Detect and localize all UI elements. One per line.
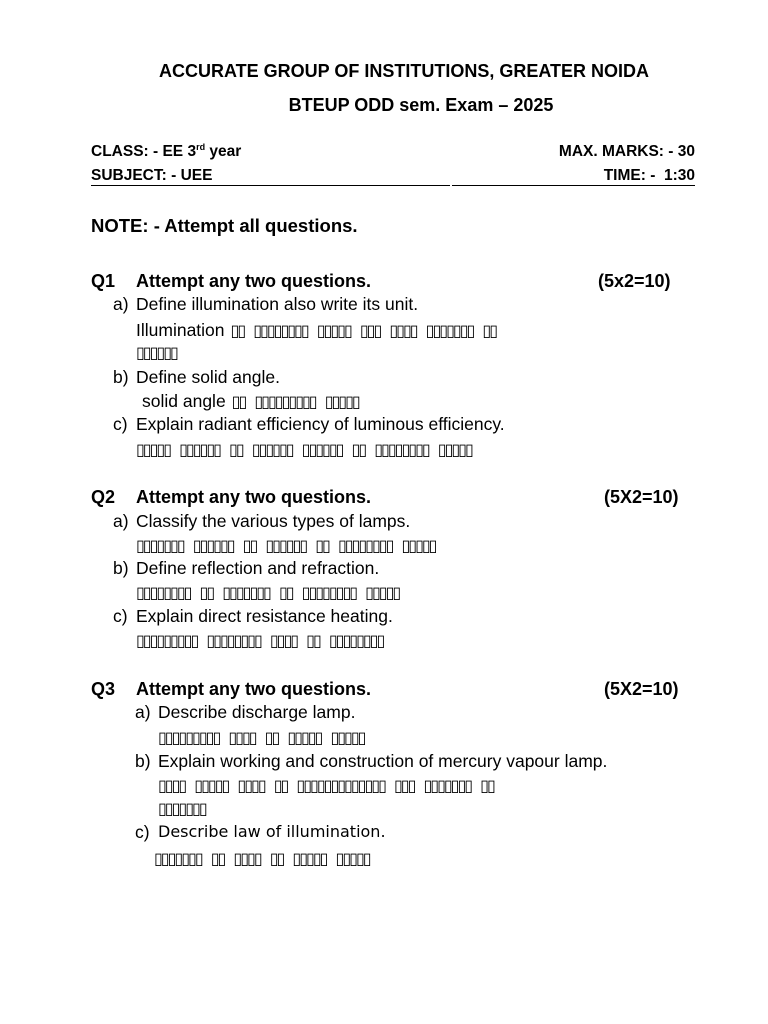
part-text-hindi bbox=[136, 319, 496, 342]
part-label: b) bbox=[113, 558, 129, 578]
question-number: Q2 bbox=[91, 487, 116, 507]
part-text-english: Explain radiant efficiency of luminous efficiency. bbox=[136, 414, 505, 434]
hindi-prefix: Illumination bbox=[136, 320, 225, 340]
part-label: a) bbox=[135, 702, 151, 722]
part-text-english: Describe law of illumination. bbox=[158, 822, 386, 841]
part-text-english: Explain working and construction of mercury vapour lamp. bbox=[158, 751, 608, 771]
time-info: TIME: - 1:30 bbox=[452, 167, 695, 186]
question-instruction: Attempt any two questions. bbox=[136, 487, 372, 507]
hindi-text: ▯▯▯▯▯▯ bbox=[136, 343, 177, 362]
part-label: b) bbox=[113, 367, 129, 387]
part-text-hindi bbox=[154, 847, 370, 870]
part-text-hindi bbox=[136, 438, 472, 461]
class-label: CLASS: - EE 3 bbox=[91, 143, 197, 160]
part-label: a) bbox=[113, 511, 129, 531]
exam-note: NOTE: - Attempt all questions. bbox=[91, 215, 358, 236]
part-text-hindi bbox=[136, 341, 177, 364]
hindi-text: ▯▯ ▯▯▯▯▯▯▯▯▯ ▯▯▯▯▯ bbox=[231, 392, 359, 411]
question-number: Q1 bbox=[91, 271, 116, 291]
max-marks: MAX. MARKS: - 30 bbox=[558, 143, 695, 160]
part-text-english: Describe discharge lamp. bbox=[158, 702, 356, 722]
question-number: Q3 bbox=[91, 679, 116, 699]
hindi-text: ▯▯▯▯▯▯▯▯▯ ▯▯▯▯ ▯▯ ▯▯▯▯▯ ▯▯▯▯▯ bbox=[158, 728, 365, 747]
part-text-hindi bbox=[142, 390, 359, 413]
hindi-text: ▯▯▯▯▯▯▯▯▯ ▯▯▯▯▯▯▯▯ ▯▯▯▯ ▯▯ ▯▯▯▯▯▯▯▯ bbox=[136, 631, 384, 650]
part-text-hindi bbox=[136, 534, 435, 557]
part-text-hindi bbox=[158, 774, 494, 797]
part-text-hindi bbox=[136, 581, 399, 604]
part-text-english: Define reflection and refraction. bbox=[136, 558, 380, 578]
hindi-text: ▯▯▯▯▯ ▯▯▯▯▯▯ ▯▯ ▯▯▯▯▯▯ ▯▯▯▯▯▯ ▯▯ ▯▯▯▯▯▯▯▯ ▯▯▯▯▯ bbox=[136, 440, 472, 459]
question-marks: (5x2=10) bbox=[598, 271, 671, 291]
part-label: a) bbox=[113, 294, 129, 314]
part-label: c) bbox=[113, 414, 128, 434]
question-marks: (5X2=10) bbox=[604, 679, 679, 699]
part-text-english: Classify the various types of lamps. bbox=[136, 511, 411, 531]
class-suffix: year bbox=[205, 143, 242, 160]
part-text-english: Define illumination also write its unit. bbox=[136, 294, 419, 314]
exam-title: BTEUP ODD sem. Exam – 2025 bbox=[288, 95, 554, 115]
question-marks: (5X2=10) bbox=[604, 487, 679, 507]
subject-info: SUBJECT: - UEE bbox=[91, 167, 450, 186]
hindi-text: ▯▯▯▯▯▯▯ ▯▯ ▯▯▯▯ ▯▯ ▯▯▯▯▯ ▯▯▯▯▯ bbox=[154, 849, 370, 868]
hindi-text: ▯▯▯▯▯▯▯▯ ▯▯ ▯▯▯▯▯▯▯ ▯▯ ▯▯▯▯▯▯▯▯ ▯▯▯▯▯ bbox=[136, 583, 400, 602]
part-label: b) bbox=[135, 751, 151, 771]
class-superscript: rd bbox=[196, 142, 206, 152]
part-label: c) bbox=[135, 822, 150, 842]
part-text-hindi bbox=[158, 726, 364, 749]
class-info bbox=[91, 143, 241, 161]
question-instruction: Attempt any two questions. bbox=[136, 271, 372, 291]
part-text-hindi bbox=[158, 797, 206, 820]
hindi-text: ▯▯▯▯ ▯▯▯▯▯ ▯▯▯▯ ▯▯ ▯▯▯▯▯▯▯▯▯▯▯▯▯ ▯▯▯ ▯▯▯▯▯▯▯ ▯▯ bbox=[158, 776, 494, 795]
part-label: c) bbox=[113, 606, 128, 626]
hindi-text: ▯▯ ▯▯▯▯▯▯▯▯ ▯▯▯▯▯ ▯▯▯ ▯▯▯▯ ▯▯▯▯▯▯▯ ▯▯ bbox=[230, 321, 496, 340]
hindi-text: ▯▯▯▯▯▯▯ ▯▯▯▯▯▯ ▯▯ ▯▯▯▯▯▯ ▯▯ ▯▯▯▯▯▯▯▯ ▯▯▯▯▯ bbox=[136, 536, 436, 555]
part-text-english: Define solid angle. bbox=[136, 367, 280, 387]
hindi-text: ▯▯▯▯▯▯▯ bbox=[158, 799, 206, 818]
part-text-english: Explain direct resistance heating. bbox=[136, 606, 393, 626]
part-text-hindi bbox=[136, 629, 383, 652]
hindi-prefix: solid angle bbox=[142, 391, 226, 411]
institution-title: ACCURATE GROUP OF INSTITUTIONS, GREATER NOIDA bbox=[158, 61, 649, 81]
question-instruction: Attempt any two questions. bbox=[136, 679, 372, 699]
